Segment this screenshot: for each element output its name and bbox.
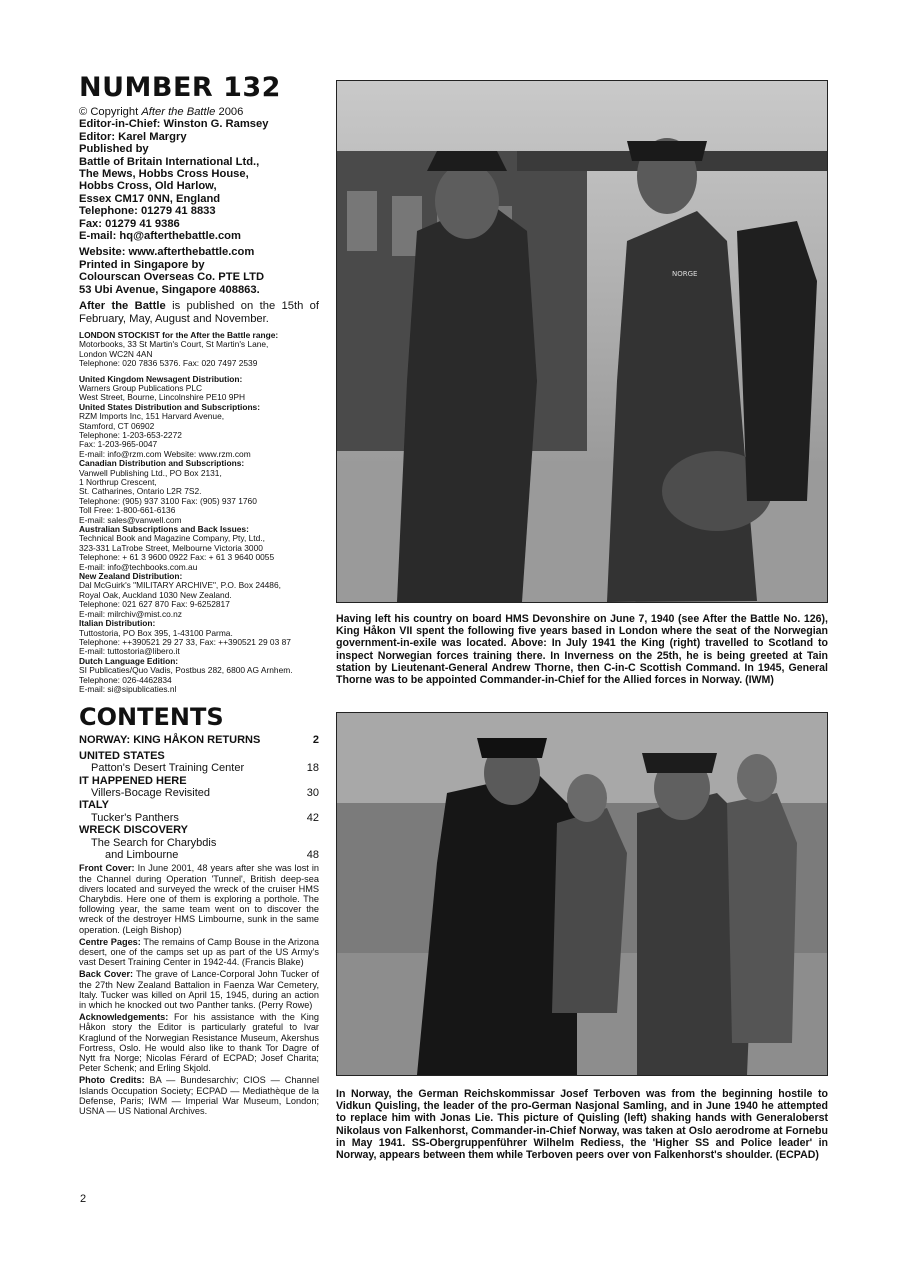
photo-illustration	[337, 81, 827, 602]
toc-entry[interactable]: NORWAY: KING HÅKON RETURNS 2	[79, 734, 319, 747]
credit-front-cover: Front Cover: In June 2001, 48 years after she was lost in the Channel during Operation 'Tunnel', British deep-sea divers located and surveyed the wreck of the cruiser HMS Charybdis. Here one of them is exploring a porthole. The following year, the same team went on to discover the wreck of the destroyer HMS Limbourne, sunk in the same operation. (Leigh Bishop)	[79, 863, 320, 935]
caption-top: Having left his country on board HMS Devonshire on June 7, 1940 (see After the Battle No. 126), King Håkon VII spent the following five years based in London where the seat of the Norwegian government-in-exile was located. Above: In July 1941 the King (right) travelled to Scotland to inspect Norwegian forces training there. In Inverness on the 25th, he is being greeted at Tain station by Lieutenant-General Andrew Thorne, then C-in-C Scottish Command. In 1945, General Thorne was to be appointed Commander-in-Chief for the Allied forces in Norway. (IWM)	[336, 613, 828, 687]
distribution-entry: United States Distribution and Subscriptions: RZM Imports Inc, 151 Harvard Avenue, Stamford, CT 06902 Telephone: 1-203-653-2272 Fax: 1-203-965-0047 E-mail: info@rzm.com Website: www.rzm.com	[79, 401, 261, 459]
toc-entry[interactable]: Villers-Bocage Revisited 30	[91, 786, 319, 799]
toc-section-heading: WRECK DISCOVERY	[79, 824, 188, 837]
distribution-entry: Dutch Language Edition: SI Publicaties/Quo Vadis, Postbus 282, 6800 AG Arnhem. Telephone: 026-4462834 E-mail: si@sipublicaties.nl	[79, 655, 293, 694]
page-number: 2	[80, 1193, 87, 1205]
photo-king-haakon-tain-station	[336, 80, 828, 603]
distribution-entry: Canadian Distribution and Subscriptions: Vanwell Publishing Ltd., PO Box 2131, 1 Northrup Crescent, St. Catharines, Ontario L2R 7S2. Telephone: (905) 937 3100 Fax: (905) 937 1760 Toll Free: 1-800-661-6136 E-mail: sales@vanwell.com	[79, 458, 257, 525]
toc-entry[interactable]: Tucker's Panthers 42	[91, 811, 319, 824]
toc-section-heading: IT HAPPENED HERE	[79, 774, 187, 787]
toc-section-heading: UNITED STATES	[79, 749, 165, 762]
credit-centre-pages: Centre Pages: The remains of Camp Bouse in the Arizona desert, one of the camps set up as part of the US Army's vast Desert Training Center in 1942-44. (Francis Blake)	[79, 936, 319, 968]
masthead-column	[79, 74, 319, 1118]
toc-section-heading: ITALY	[79, 799, 109, 812]
credit-photo-credits: Photo Credits: BA — Bundesarchiv; CIOS — Channel Islands Occupation Society; ECPAD — Mediathèque de la Defense, Paris; IWM — Imperial War Museum, London; USNA — US National Archives.	[79, 1075, 319, 1117]
toc-entry[interactable]: and Limbourne 48	[105, 849, 319, 861]
distribution-entry: LONDON STOCKIST for the After the Battle range: Motorbooks, 33 St Martin's Court, St Martin's Lane, London WC2N 4AN Telephone: 020 7836 5376. Fax: 020 7497 2539	[79, 329, 279, 369]
distribution-block	[79, 331, 319, 694]
photo-quisling-falkenhorst	[336, 712, 828, 1076]
armband-text: NORGE	[672, 270, 698, 278]
publisher-block: Published by Battle of Britain International Ltd., The Mews, Hobbs Cross House, Hobbs Cross, Old Harlow, Essex CM17 0NN, England Telephone: 01279 41 8833 Fax: 01279 41 9386 E-mail: hq@afterthebattle.com	[79, 143, 260, 243]
toc	[79, 734, 319, 861]
distribution-entry: Australian Subscriptions and Back Issues: Technical Book and Magazine Company, Pty, Ltd., 323-331 LaTrobe Street, Melbourne Victoria 3000 Telephone: + 61 3 9600 0922 Fax: + 61 3 9640 0055 E-mail: info@techbooks.com.au	[79, 524, 275, 572]
distribution-entry: United Kingdom Newsagent Distribution: Warners Group Publications PLC West Street, Bourne, Lincolnshire PE10 9PH	[79, 373, 246, 403]
copyright-line: © Copyright After the Battle 2006	[79, 106, 244, 118]
toc-entry[interactable]: The Search for Charybdis	[91, 836, 217, 849]
publication-schedule: After the Battle is published on the 15th of February, May, August and November.	[79, 300, 320, 325]
issue-number: NUMBER 132	[79, 72, 281, 103]
editor: Editor: Karel Margry	[79, 130, 187, 143]
credit-acknowledgements: Acknowledgements: For his assistance with the King Håkon story the Editor is particularly grateful to Ivar Kraglund of the Norwegian Resistance Museum, Akershus Fortress, Oslo. He would also like to thank Tor Dagre of Nytt fra Norge; Nicolas Férard of ECPAD; Josef Charita; Peter Schenk; and Erling Skjold.	[79, 1012, 319, 1074]
distribution-entry: New Zealand Distribution: Dal McGuirk's "MILITARY ARCHIVE", P.O. Box 24486, Royal Oak, Auckland 1030 New Zealand. Telephone: 021 627 870 Fax: 9-6252817 E-mail: milrchiv@mist.co.nz	[79, 571, 281, 619]
website: Website: www.afterthebattle.com	[79, 246, 255, 259]
toc-entry[interactable]: Patton's Desert Training Center 18	[91, 762, 319, 775]
contents-title: CONTENTS	[79, 703, 224, 732]
editor-in-chief: Editor-in-Chief: Winston G. Ramsey	[79, 118, 269, 131]
photo-illustration	[337, 713, 827, 1075]
credit-back-cover: Back Cover: The grave of Lance-Corporal John Tucker of the 27th New Zealand Battalion in Faenza War Cemetery, Italy. Tucker was killed on April 15, 1945, during an action in which he knocked out two Panther tanks. (Perry Rowe)	[79, 969, 320, 1011]
credits-block	[79, 863, 319, 1116]
distribution-entry: Italian Distribution: Tuttostoria, PO Box 395, 1-43100 Parma. Telephone: ++390521 29 27 33, Fax: ++390521 29 03 87 E-mail: tuttostoria@libero.it	[79, 618, 291, 657]
printer-block: Printed in Singapore by Colourscan Overseas Co. PTE LTD 53 Ubi Avenue, Singapore 408863.	[79, 258, 265, 296]
caption-bottom: In Norway, the German Reichskommissar Josef Terboven was from the beginning hostile to Vidkun Quisling, the leader of the pro-German Nasjonal Samling, and in June 1940 he attempted to replace him with Jonas Lie. This picture of Quisling (left) shaking hands with Generaloberst Nikolaus von Falkenhorst, Commander-in-Chief Norway, was taken at Oslo aerodrome at Fornebu in May 1941. SS-Obergruppenführer Wilhelm Rediess, the 'Higher SS and Police leader' in Norway, appears between them while Terboven peers over von Falkenhorst's shoulder. (ECPAD)	[336, 1088, 828, 1162]
